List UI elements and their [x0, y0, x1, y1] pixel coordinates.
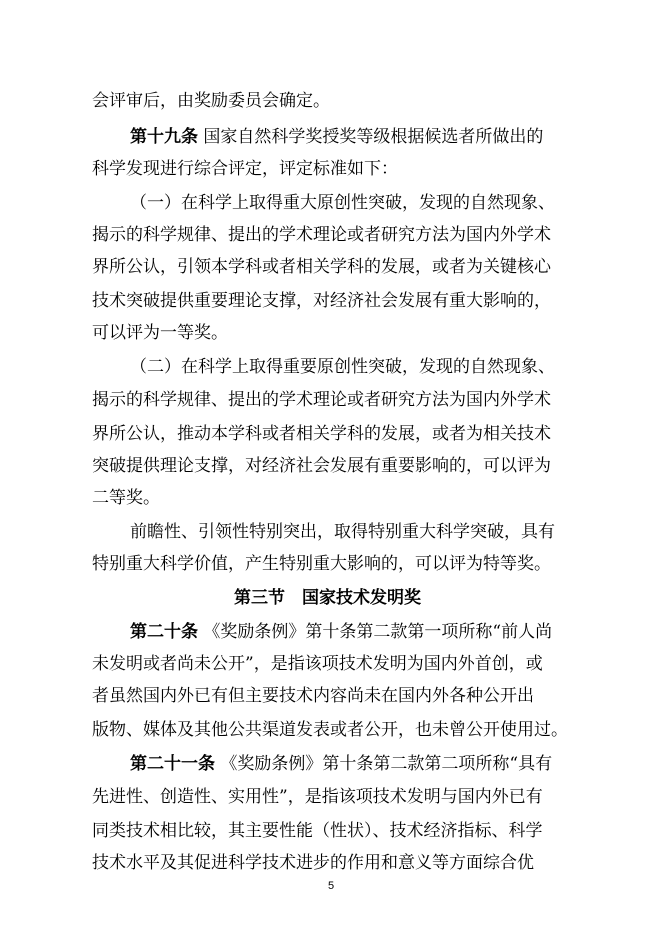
body-text: 会评审后，由奖励委员会确定。	[92, 91, 330, 111]
text-line	[92, 224, 570, 246]
body-text: 同类技术相比较，其主要性能（性状）、技术经济指标、科学	[92, 821, 543, 841]
body-text: 可以评为一等奖。	[92, 323, 228, 343]
body-text: （二）在科学上取得重要原创性突破，发现的自然现象、	[130, 357, 555, 377]
text-line	[130, 192, 570, 214]
text-line	[92, 719, 570, 741]
text-line	[92, 158, 408, 180]
body-text: 先进性、创造性、实用性”，是指该项技术发明与国内外已有	[92, 787, 543, 807]
text-line	[92, 256, 570, 278]
bold-heading-text: 第二十条	[130, 622, 198, 642]
body-text: 揭示的科学规律、提出的学术理论或者研究方法为国内外学术	[92, 225, 551, 245]
page-number: 5	[327, 880, 335, 892]
text-line	[92, 852, 570, 874]
text-line	[92, 653, 570, 675]
text-line	[92, 455, 570, 477]
text-line	[234, 587, 426, 609]
bold-heading-text: 第二十一条	[130, 754, 215, 774]
body-text: 《奖励条例》第十条第二款第一项所称“前人尚	[198, 622, 553, 642]
body-text: 科学发现进行综合评定，评定标准如下：	[92, 159, 398, 179]
text-line	[92, 290, 570, 312]
text-line	[92, 389, 570, 411]
body-text: 界所公认，引领本学科或者相关学科的发展，或者为关键核心	[92, 257, 551, 277]
body-text: 《奖励条例》第十条第二款第二项所称“具有	[215, 754, 553, 774]
text-line	[130, 356, 570, 378]
body-text: （一）在科学上取得重大原创性突破，发现的自然现象、	[130, 193, 555, 213]
text-line	[92, 487, 160, 509]
text-line	[92, 786, 570, 808]
text-line	[92, 685, 570, 707]
body-text: 未发明或者尚未公开”，是指该项技术发明为国内外首创，或	[92, 654, 543, 674]
bold-heading-text: 第十九条	[130, 127, 198, 147]
body-text: 特别重大科学价值，产生特别重大影响的，可以评为特等奖。	[92, 554, 551, 574]
body-text: 突破提供理论支撑，对经济社会发展有重要影响的，可以评为	[92, 456, 551, 476]
body-text: 者虽然国内外已有但主要技术内容尚未在国内外各种公开出	[92, 686, 534, 706]
body-text: 技术突破提供重要理论支撑，对经济社会发展有重大影响的，	[92, 291, 551, 311]
text-line	[92, 423, 570, 445]
body-text: 二等奖。	[92, 488, 160, 508]
body-text: 版物、媒体及其他公共渠道发表或者公开，也未曾公开使用过。	[92, 720, 568, 740]
text-line	[130, 521, 570, 543]
text-line	[130, 621, 570, 643]
text-line	[92, 820, 570, 842]
bold-heading-text: 第三节 国家技术发明奖	[234, 588, 421, 608]
text-line	[92, 90, 346, 112]
body-text: 国家自然科学奖授奖等级根据候选者所做出的	[198, 127, 544, 147]
body-text: 前瞻性、引领性特别突出，取得特别重大科学突破，具有	[130, 522, 555, 542]
body-text: 技术水平及其促进科学技术进步的作用和意义等方面综合优	[92, 853, 534, 873]
text-line	[130, 753, 570, 775]
text-line	[92, 553, 570, 575]
text-line	[92, 322, 232, 344]
body-text: 揭示的科学规律、提出的学术理论或者研究方法为国内外学术	[92, 390, 551, 410]
body-text: 界所公认，推动本学科或者相关学科的发展，或者为相关技术	[92, 424, 551, 444]
text-line	[130, 126, 570, 148]
